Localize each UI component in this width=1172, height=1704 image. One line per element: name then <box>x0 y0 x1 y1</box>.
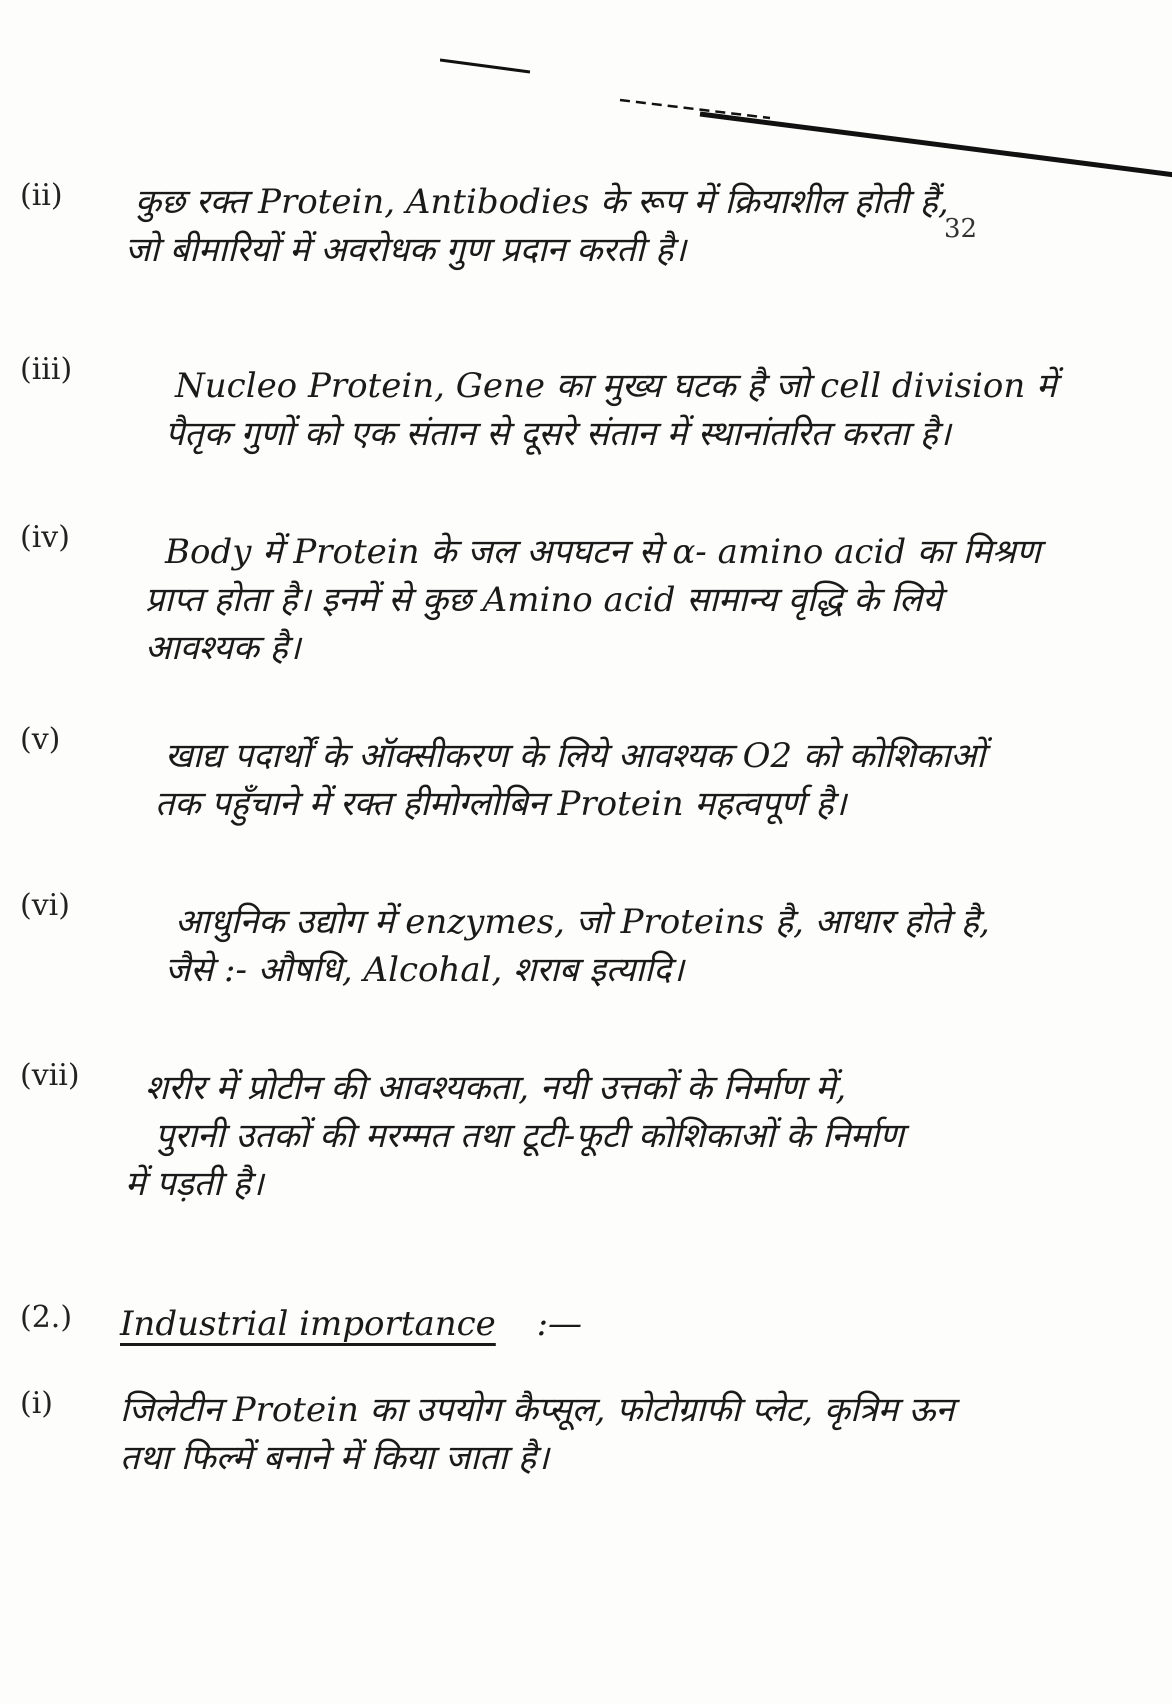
item-number: (vi) <box>20 888 70 923</box>
scan-edge-line <box>440 40 1172 200</box>
section-heading-line <box>120 1300 1120 1348</box>
item-text <box>125 178 1135 274</box>
item-number: (ii) <box>20 178 63 213</box>
text-line: आधुनिक उद्योग में enzymes, जो Proteins है, आधार होते है, <box>175 902 990 942</box>
text-line: पैतृक गुणों को एक संतान से दूसरे संतान में स्थानांतरित करता है। <box>165 414 951 454</box>
text-line: में पड़ती है। <box>125 1164 264 1204</box>
item-number: (iii) <box>20 352 73 387</box>
page-number: 32 <box>944 214 978 244</box>
item-text <box>135 732 1135 828</box>
item-text <box>135 362 1135 458</box>
text-line: जैसे :- औषधि, Alcohal, शराब इत्यादि। <box>165 950 685 990</box>
text-line: Body में Protein के जल अपघटन से α- amino acid का मिश्रण <box>165 532 1041 572</box>
item-number: (v) <box>20 722 61 757</box>
text-line: खाद्य पदार्थों के ऑक्सीकरण के लिये आवश्यक O2 को कोशिकाओं <box>165 736 986 776</box>
text-line: तथा फिल्में बनाने में किया जाता है। <box>120 1438 549 1478</box>
item-text <box>120 1386 1120 1482</box>
text-line: तक पहुँचाने में रक्त हीमोग्लोबिन Protein महत्वपूर्ण है। <box>155 784 847 824</box>
item-number: (i) <box>20 1386 54 1421</box>
text-line: Nucleo Protein, Gene का मुख्य घटक है जो cell division में <box>175 366 1057 406</box>
text-line: आवश्यक है। <box>145 628 301 668</box>
text-line: कुछ रक्त Protein, Antibodies के रूप में क्रियाशील होती हैं, <box>135 182 949 222</box>
section-title: Industrial importance <box>120 1304 496 1344</box>
item-text <box>135 528 1135 672</box>
section-number: (2.) <box>20 1300 73 1335</box>
text-line: जिलेटीन Protein का उपयोग कैप्सूल, फोटोग्राफी प्लेट, कृत्रिम ऊन <box>120 1390 955 1430</box>
item-number: (iv) <box>20 520 70 555</box>
text-line: प्राप्त होता है। इनमें से कुछ Amino acid सामान्य वृद्धि के लिये <box>145 580 942 620</box>
text-line: पुरानी उतकों की मरम्मत तथा टूटी-फूटी कोशिकाओं के निर्माण <box>155 1116 904 1156</box>
item-text <box>135 898 1135 994</box>
item-text <box>125 1064 1135 1208</box>
item-number: (vii) <box>20 1058 80 1093</box>
heading-dash: :— <box>536 1304 583 1344</box>
text-line: जो बीमारियों में अवरोधक गुण प्रदान करती है। <box>125 230 687 270</box>
text-line: शरीर में प्रोटीन की आवश्यकता, नयी उत्तकों के निर्माण में, <box>145 1068 847 1108</box>
